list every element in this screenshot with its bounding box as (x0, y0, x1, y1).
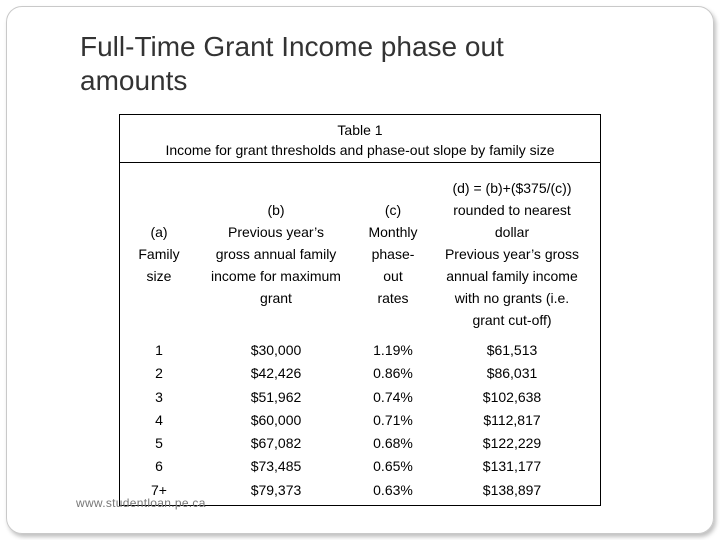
header-line: rounded to nearest (453, 202, 571, 218)
header-line: (d) = (b)+($375/(c)) (452, 180, 572, 196)
table-cell: $86,031 (486, 365, 538, 382)
phase-out-table (119, 114, 601, 506)
header-line: size (146, 268, 172, 284)
header-line: (c) (384, 202, 402, 218)
table-cell: $79,373 (250, 481, 302, 498)
slide-title-line-2: amounts (80, 65, 188, 96)
table-cell: $131,177 (482, 458, 542, 475)
column-grant-cut-off-header (426, 177, 598, 331)
column-grant-cut-off (426, 163, 598, 503)
table-cell: 4 (155, 411, 163, 428)
table-cell: $61,513 (486, 342, 538, 358)
header-line: (a) (150, 224, 168, 240)
header-line: dollar (494, 224, 530, 240)
header-line: annual family income (446, 268, 578, 284)
column-monthly-phase-out-rate (358, 163, 428, 503)
header-line: phase- (371, 246, 415, 262)
table-cell: $60,000 (250, 411, 302, 428)
header-line: grant cut-off) (472, 312, 552, 328)
column-family-size-header (124, 221, 194, 287)
table-cell: 0.68% (373, 435, 413, 452)
table-cell: 0.65% (373, 458, 413, 475)
table-cell: 6 (155, 458, 163, 475)
header-line: Monthly (368, 224, 418, 240)
column-monthly-phase-out-rate-cells (358, 339, 428, 502)
table-cell: 3 (155, 388, 163, 405)
header-line: grant (260, 290, 292, 306)
header-line: Previous year’s (228, 224, 324, 240)
header-line: (b) (267, 202, 285, 218)
table-cell: 0.86% (373, 365, 413, 382)
table-cell: $67,082 (250, 435, 302, 452)
table-cell: 1.19% (373, 342, 413, 358)
column-max-grant-income-header (196, 199, 356, 309)
table-caption-line-1: Table 1 (337, 122, 383, 138)
slide-title (80, 30, 640, 98)
table-cell: $138,897 (482, 481, 542, 498)
table-cell: $73,485 (250, 458, 302, 475)
column-family-size-cells (124, 339, 194, 502)
table-caption-line-2: Income for grant thresholds and phase-out slope by family size (165, 142, 555, 158)
footer-url: www.studentloan.pe.ca (76, 496, 206, 510)
header-line: out (383, 268, 403, 284)
table-cell: 0.71% (373, 411, 413, 428)
header-line: Previous year’s gross (444, 246, 580, 262)
slide-title-line-1: Full-Time Grant Income phase out (80, 31, 504, 62)
table-cell: $122,229 (482, 435, 542, 452)
table-caption (120, 120, 600, 160)
header-line: rates (377, 290, 409, 306)
table-cell: 0.74% (373, 388, 413, 405)
header-line: income for maximum (211, 268, 341, 284)
table-cell: 0.63% (373, 481, 413, 498)
table-cell: 2 (155, 365, 163, 382)
header-line: Family (138, 246, 180, 262)
header-line: with no grants (i.e. (454, 290, 570, 306)
header-line: gross annual family (215, 246, 337, 262)
table-cell: $51,962 (250, 388, 302, 405)
table-cell: $42,426 (250, 365, 302, 382)
table-cell: $112,817 (483, 411, 541, 428)
column-max-grant-income (196, 163, 356, 503)
table-cell: 1 (155, 342, 163, 358)
column-family-size (124, 163, 194, 503)
column-monthly-phase-out-rate-header (358, 199, 428, 309)
table-cell: $30,000 (250, 342, 302, 358)
column-grant-cut-off-cells (426, 339, 598, 502)
table-cell: 7+ (151, 481, 167, 498)
table-cell: 5 (155, 435, 163, 452)
column-max-grant-income-cells (196, 339, 356, 502)
table-cell: $102,638 (482, 388, 542, 405)
